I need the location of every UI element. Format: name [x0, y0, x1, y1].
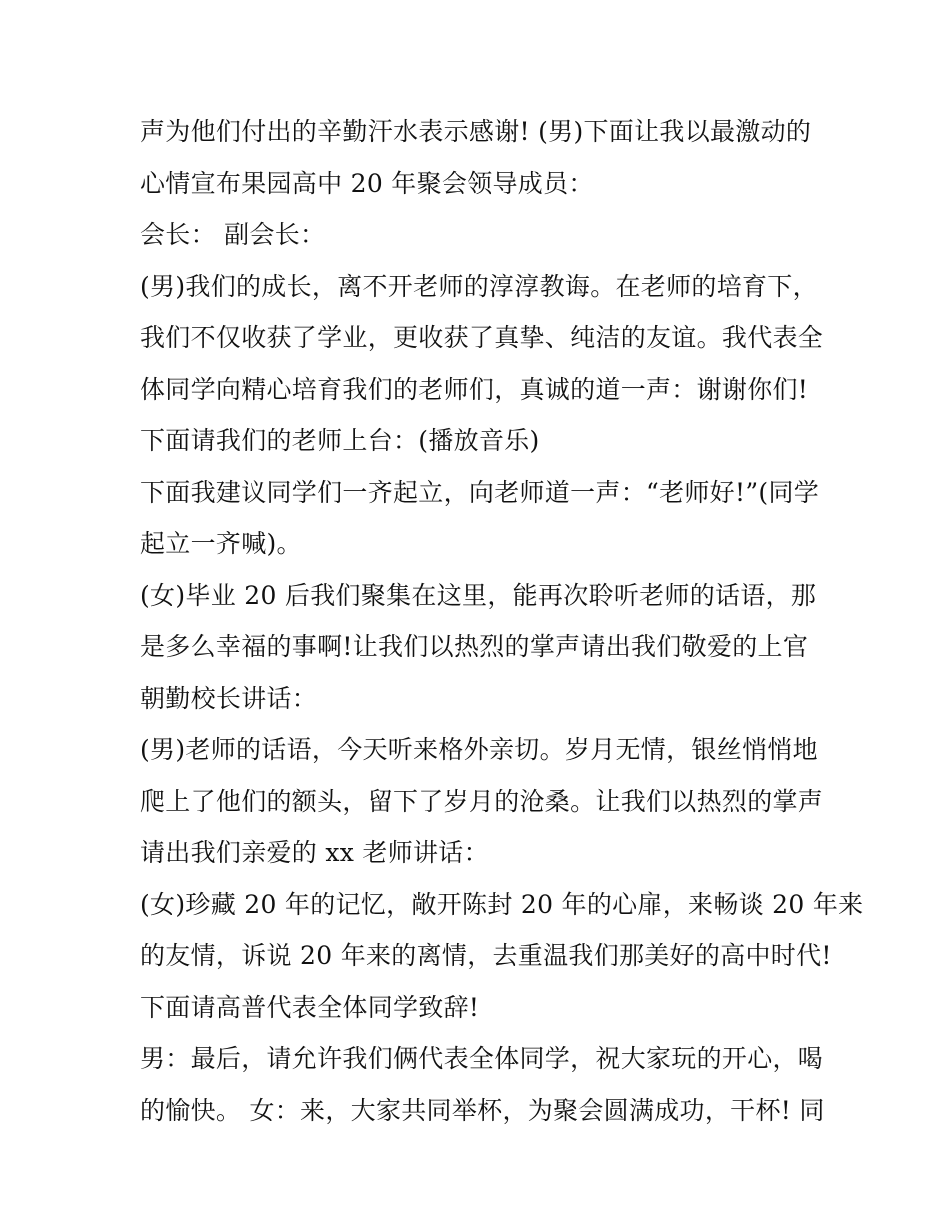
- text-line: (男)我们的成长，离不开老师的淳淳教诲。在老师的培育下，: [140, 271, 818, 301]
- text-line: 我们不仅收获了学业，更收获了真挚、纯洁的友谊。我代表全: [140, 323, 824, 352]
- text-line: 体同学向精心培育我们的老师们，真诚的道一声：谢谢你们!: [140, 374, 809, 404]
- text-line: 起立一齐喊)。: [140, 529, 302, 558]
- text-line: 的友情，诉说 20 年来的离情，去重温我们那美好的高中时代!: [140, 941, 832, 970]
- text-line: 心情宣布果园高中 20 年聚会领导成员：: [140, 168, 594, 198]
- text-line: 下面请我们的老师上台：(播放音乐): [140, 426, 540, 455]
- text-line: 是多么幸福的事啊!让我们以热烈的掌声请出我们敬爱的上官: [140, 632, 809, 661]
- text-line: 男：最后，请允许我们俩代表全体同学，祝大家玩的开心，喝: [140, 1044, 824, 1073]
- text-line: (女)珍藏 20 年的记忆，敞开陈封 20 年的心扉，来畅谈 20 年来: [140, 889, 864, 919]
- document-body: [140, 106, 864, 1136]
- text-line: 请出我们亲爱的 xx 老师讲话：: [140, 838, 489, 867]
- text-line: 朝勤校长讲话：: [140, 683, 318, 713]
- text-line: 下面请高普代表全体同学致辞!: [140, 992, 480, 1022]
- text-line: 会长： 副会长：: [140, 220, 326, 249]
- text-line: 的愉快。 女：来，大家共同举杯，为聚会圆满成功，干杯! 同: [140, 1095, 825, 1125]
- text-line: (女)毕业 20 后我们聚集在这里，能再次聆听老师的话语，那: [140, 580, 817, 610]
- text-line: 下面我建议同学们一齐起立，向老师道一声：“老师好!”(同学: [140, 477, 820, 507]
- text-line: (男)老师的话语，今天听来格外亲切。岁月无情，银丝悄悄地: [140, 735, 818, 764]
- text-line: 声为他们付出的辛勤汗水表示感谢! (男)下面让我以最激动的: [140, 117, 812, 146]
- text-line: 爬上了他们的额头，留下了岁月的沧桑。让我们以热烈的掌声: [140, 786, 824, 816]
